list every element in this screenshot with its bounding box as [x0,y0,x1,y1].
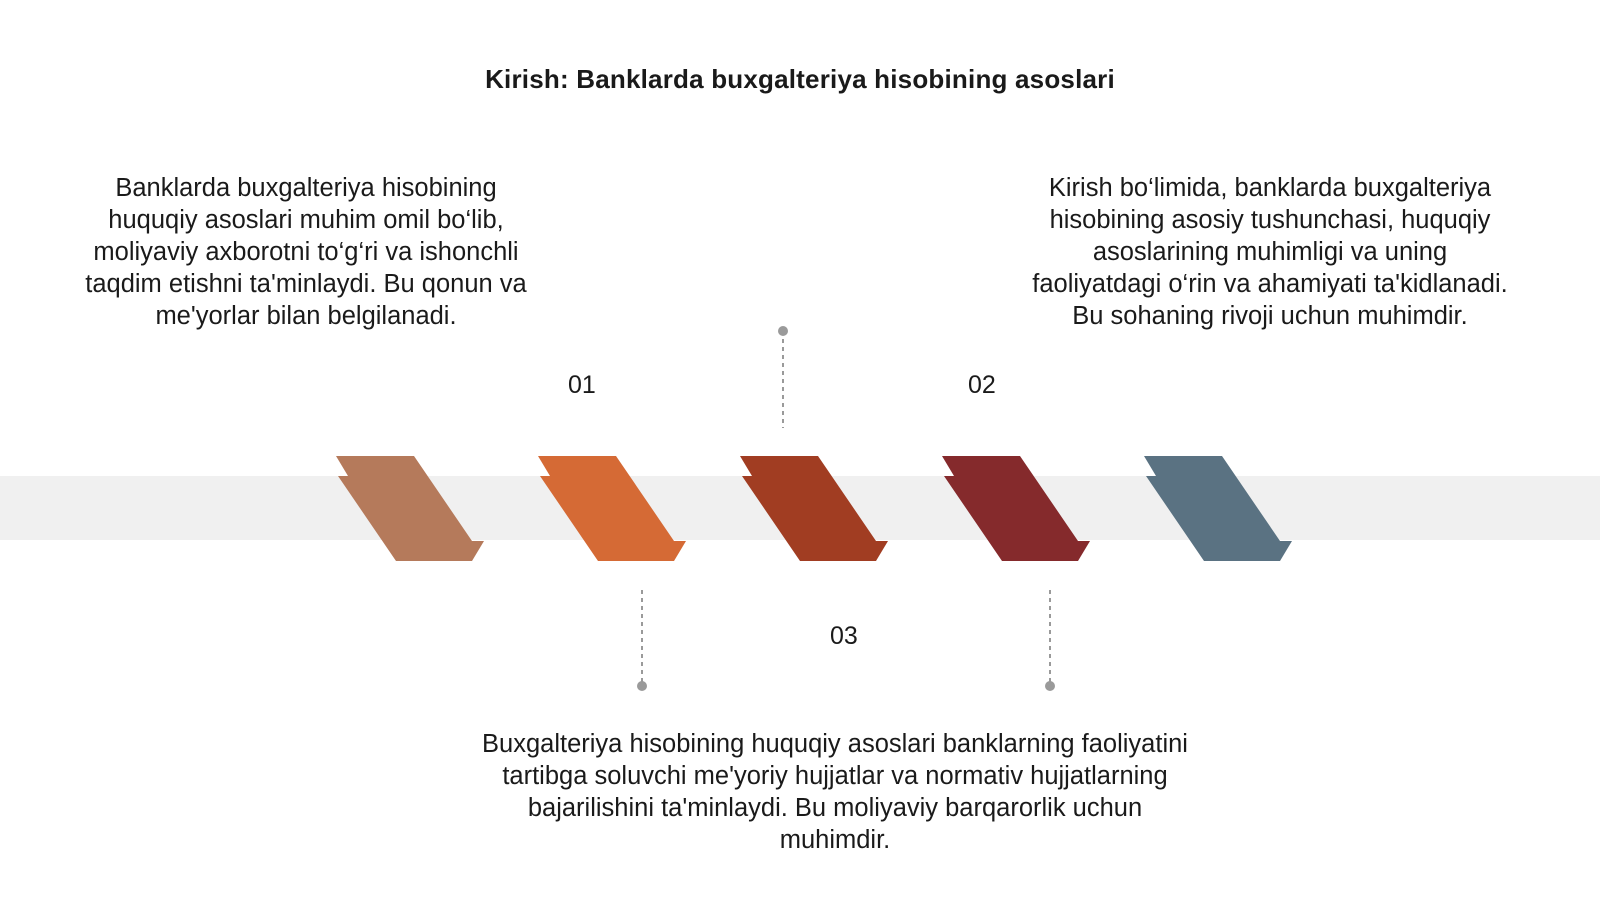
connector-dot-2 [637,681,647,691]
connector-dot-1 [778,326,788,336]
step-1-text: Banklarda buxgalteriya hisobining huquqiy asoslari muhim omil bo‘lib, moliyaviy axborotni to‘g‘ri va ishonchli taqdim etishni ta'minlaydi. Bu qonun va me'yorlar bilan belgilanadi. [85,174,527,330]
timeline-chevron-4 [942,456,1090,561]
step-3-number: 03 [830,622,858,650]
timeline-chevron-3 [740,456,888,561]
step-2-text: Kirish bo‘limida, banklarda buxgalteriya hisobining asosiy tushunchasi, huquqiy asoslarining muhimligi va uning faoliyatdagi o‘rin va ahamiyati ta'kidlanadi. Bu sohaning rivoji uchun muhimdir. [1032,174,1508,330]
step-3-text: Buxgalteriya hisobining huquqiy asoslari banklarning faoliyatini tartibga soluvchi me'yoriy hujjatlar va normativ hujjatlarning bajarilishini ta'minlaydi. Bu moliyaviy barqarorlik uchun muhimdir. [482,730,1188,854]
page-title: Kirish: Banklarda buxgalteriya hisobining asoslari [485,64,1115,94]
connector-dot-3 [1045,681,1055,691]
timeline-chevron-1 [336,456,484,561]
timeline-chevron-5 [1144,456,1292,561]
chevron-group [336,456,1292,561]
timeline-chevron-2 [538,456,686,561]
step-1-number: 01 [568,371,596,399]
step-2-number: 02 [968,371,996,399]
